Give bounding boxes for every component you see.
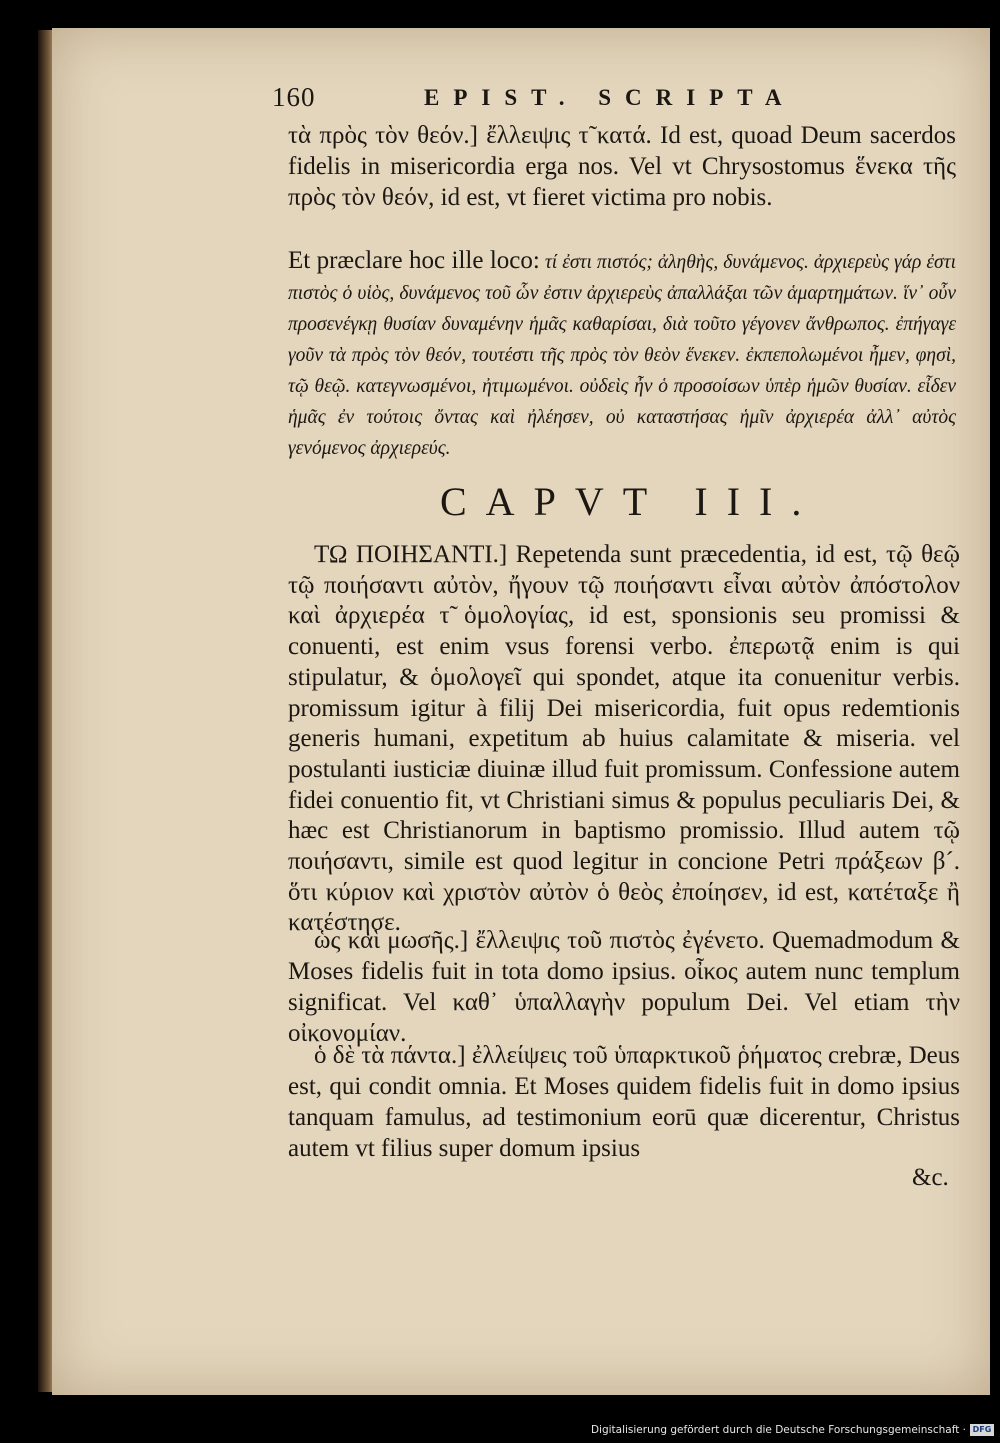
- footer-text: Digitalisierung gefördert durch die Deutsche Forschungsgemeinschaft ·: [590, 1424, 966, 1436]
- footer-credit: [591, 1424, 994, 1436]
- dfg-logo-icon: DFG: [970, 1424, 994, 1436]
- page-header: [272, 82, 852, 122]
- running-title: EPIST. SCRIPTA: [424, 85, 796, 110]
- paragraph-2: [288, 245, 956, 464]
- paragraph-4: ὡς καὶ μωσῆς.] ἔλλειψις τοῦ πιστὸς ἐγένετο. Quemadmodum & Moses fidelis fuit in tota domo ipsius. οἶκος autem nunc templum significat. Vel καθ᾽ ὑπαλλαγὴν populum Dei. Vel etiam τὴν οἰκονομίαν.: [288, 927, 960, 1047]
- paragraph-1: τὰ πρὸς τὸν θεόν.] ἔλλειψις τ̃ κατά. Id est, quoad Deum sacerdos fidelis in misericordia erga nos. Vel vt Chrysostomus ἕνεκα τῆς πρὸς τὸν θεόν, id est, vt fieret victima pro nobis.: [288, 122, 956, 211]
- paragraph-3: ΤΩ ΠΟΙΗΣΑΝΤΙ.] Repetenda sunt præcedentia, id est, τῷ θεῷ τῷ ποιήσαντι αὐτὸν, ἤγουν τῷ ποιήσαντι εἶναι αὐτὸν ἀπόστολον καὶ ἀρχιερέα τ̃ ὁμολογίας, id est, sponsionis seu promissi & conuenti, est enim vsus forensi verbo. ἐπερωτᾷ enim is qui stipulatur, & ὁμολογεῖ qui spondet, atque ita conuenitur verbis. promissum igitur à filij Dei misericordia, fuit opus redemtionis generis humani, expetitum ab huius calamitate & miseria. vel postulanti iusticiæ diuinæ illud fuit promissum. Confessione autem fidei conuentio fit, vt Christiani simus & populus peculiaris Dei, & hæc est Christianorum in baptismo promissio. Illud autem τῷ ποιήσαντι, simile est quod legitur in concione Petri πράξεων β´. ὅτι κύριον καὶ χριστὸν αὐτὸν ὁ θεὸς ἐποίησεν, id est, κατέταξε ἢ κατέστησε.: [288, 541, 960, 937]
- page-number: 160: [272, 82, 316, 112]
- ending-etc: &c.: [912, 1164, 949, 1191]
- paragraph-5: ὁ δὲ τὰ πάντα.] ἐλλείψεις τοῦ ὑπαρκτικοῦ ῥήματος crebræ, Deus est, qui condit omnia. Et Moses quidem fidelis fuit in domo ipsius tanquam famulus, ad testimonium eorū quæ dicerentur, Christus autem vt filius super domum ipsius: [288, 1042, 960, 1162]
- paragraph-2-greek: τί ἐστι πιστός; ἀληθὴς, δυνάμενος. ἀρχιερεὺς γάρ ἐστι πιστὸς ὁ υἱὸς, δυνάμενος τοῦ ὧν ἐστιν ἀρχιερεὺς ἀπαλλάξαι τῶν ἁμαρτημάτων. ἵν᾽ οὖν προσενέγκῃ θυσίαν δυναμένην ἡμᾶς καθαρίσαι, διὰ τοῦτο γέγονεν ἄνθρωπος. ἐπήγαγε γοῦν τὰ πρὸς τὸν θεόν, τουτέστι τῆς πρὸς τὸν θεὸν ἕνεκεν. ἐκπεπολωμένοι ἦμεν, φησὶ, τῷ θεῷ. κατεγνωσμένοι, ἠτιμωμένοι. οὐδεὶς ἦν ὁ προσοίσων ὑπὲρ ἡμῶν θυσίαν. εἶδεν ἡμᾶς ἐν τούτοις ὄντας καὶ ἠλέησεν, οὐ καταστήσας ἡμῖν ἀρχιερέα ἀλλ᾽ αὐτὸς γενόμενος ἀρχιερεύς.: [288, 252, 957, 459]
- chapter-heading: CAPVT III.: [440, 479, 821, 524]
- paragraph-2-latin: Et præclare hoc ille loco:: [288, 247, 540, 274]
